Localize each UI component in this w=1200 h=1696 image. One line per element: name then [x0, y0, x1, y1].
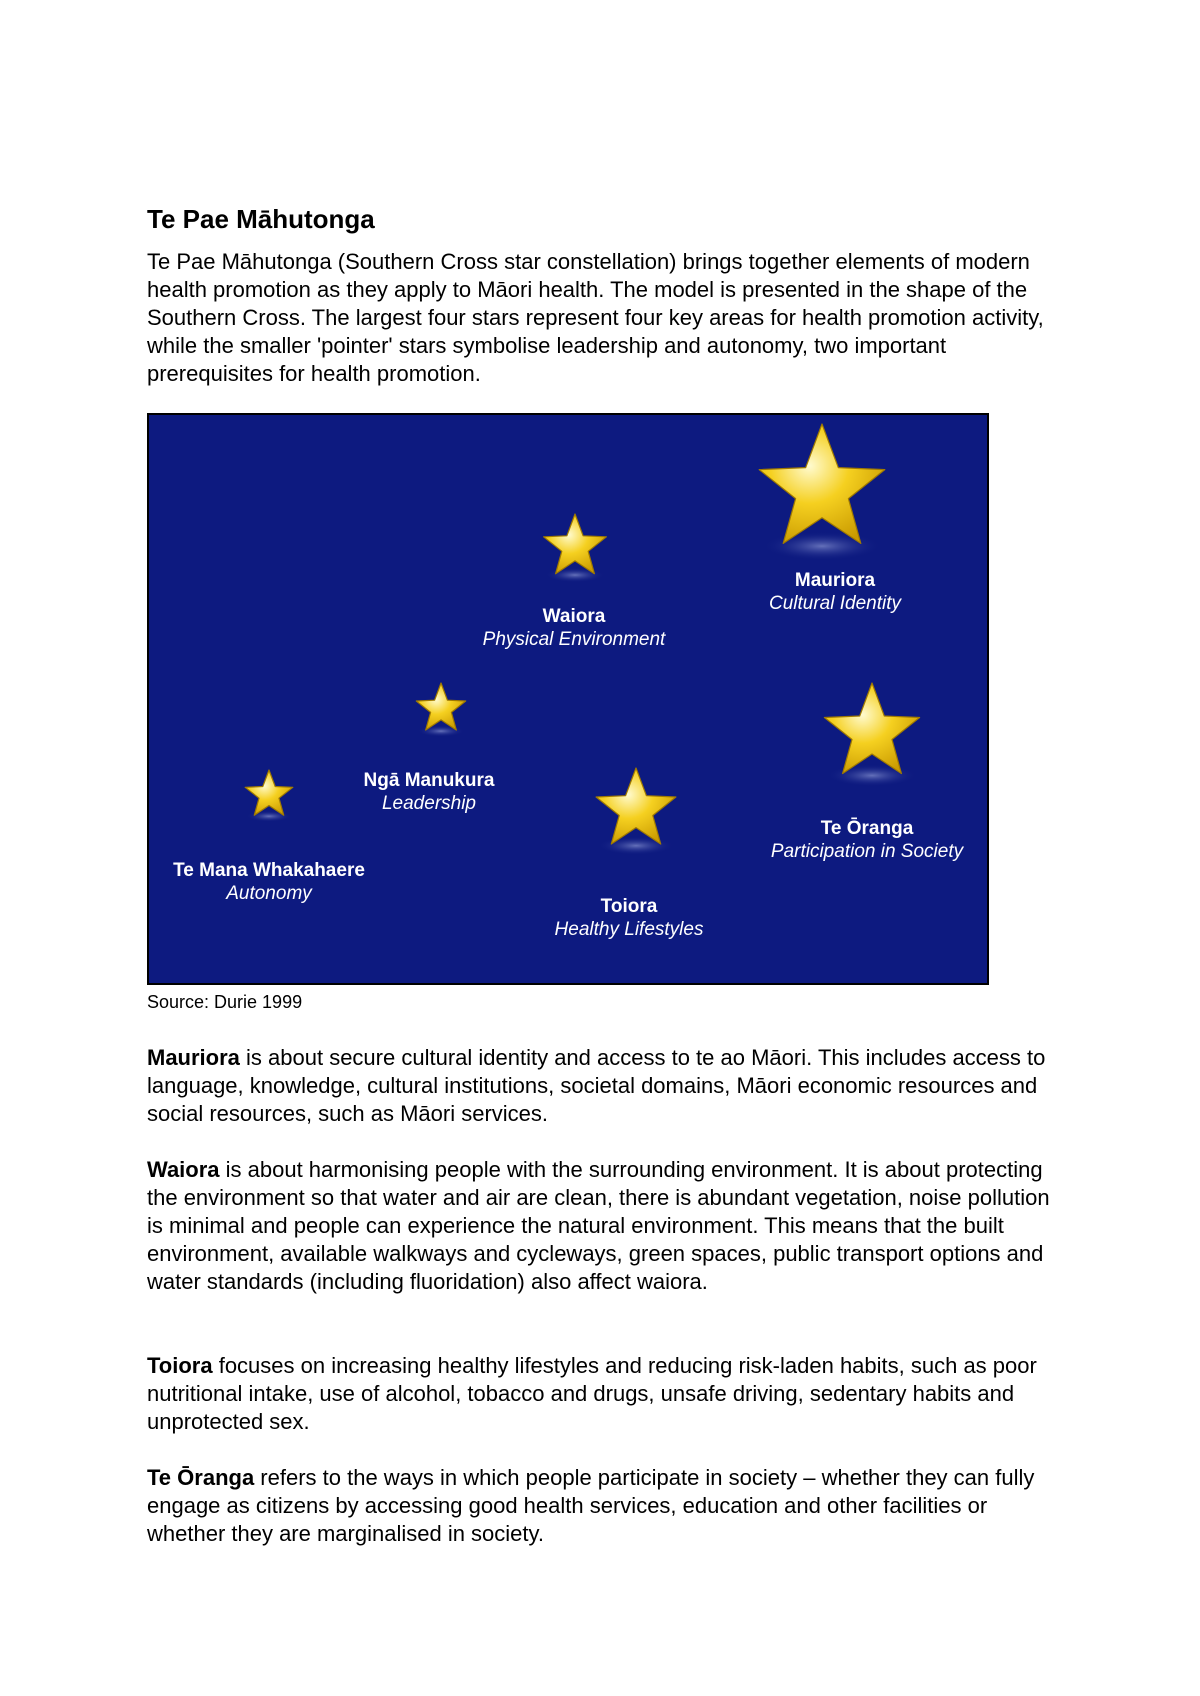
southern-cross-figure	[147, 413, 989, 985]
star-toiora-icon	[596, 768, 676, 855]
page-title: Te Pae Māhutonga	[147, 204, 375, 234]
label-nga-manukura: Ngā Manukura Leadership	[363, 770, 495, 814]
star-waiora-icon	[544, 514, 607, 582]
label-te-mana-whakahaere: Te Mana Whakahaere Autonomy	[173, 860, 365, 904]
label-te-oranga: Te Ōranga Participation in Society	[770, 818, 964, 862]
paragraph-waiora: Waiora is about harmonising people with the surrounding environment. It is about protecting the environment so that water and air are clean, there is abundant vegetation, noise pollution is minimal and people can experience the natural environment. This means that the built environment, available walkways and cycleways, green spaces, public transport options and water standards (including fluoridation) also affect waiora.	[147, 1157, 1050, 1294]
label-waiora: Waiora Physical Environment	[482, 606, 666, 650]
paragraph-te-oranga: Te Ōranga refers to the ways in which people participate in society – whether they can fully engage as citizens by accessing good health services, education and other facilities or whether they are marginalised in society.	[147, 1465, 1035, 1546]
paragraph-toiora: Toiora focuses on increasing healthy lifestyles and reducing risk-laden habits, such as poor nutritional intake, use of alcohol, tobacco and drugs, unsafe driving, sedentary habits and unprotected sex.	[147, 1353, 1037, 1434]
star-mauriora-icon	[759, 424, 885, 561]
paragraph-mauriora: Mauriora is about secure cultural identity and access to te ao Māori. This includes access to language, knowledge, cultural institutions, societal domains, Māori economic resources and social resources, such as Māori services.	[147, 1045, 1046, 1126]
figure-source: Source: Durie 1999	[147, 992, 303, 1012]
star-te-oranga-icon	[824, 683, 919, 787]
label-toiora: Toiora Healthy Lifestyles	[554, 896, 704, 940]
label-mauriora: Mauriora Cultural Identity	[768, 570, 901, 614]
star-nga-manukura-icon	[416, 683, 465, 737]
intro-paragraph: Te Pae Māhutonga (Southern Cross star constellation) brings together elements of modern health promotion as they apply to Māori health. The model is presented in the shape of the Southern Cross. The largest four stars represent four key areas for health promotion activity, while the smaller 'pointer' stars symbolise leadership and autonomy, two important prerequisites for health promotion.	[147, 249, 1044, 386]
